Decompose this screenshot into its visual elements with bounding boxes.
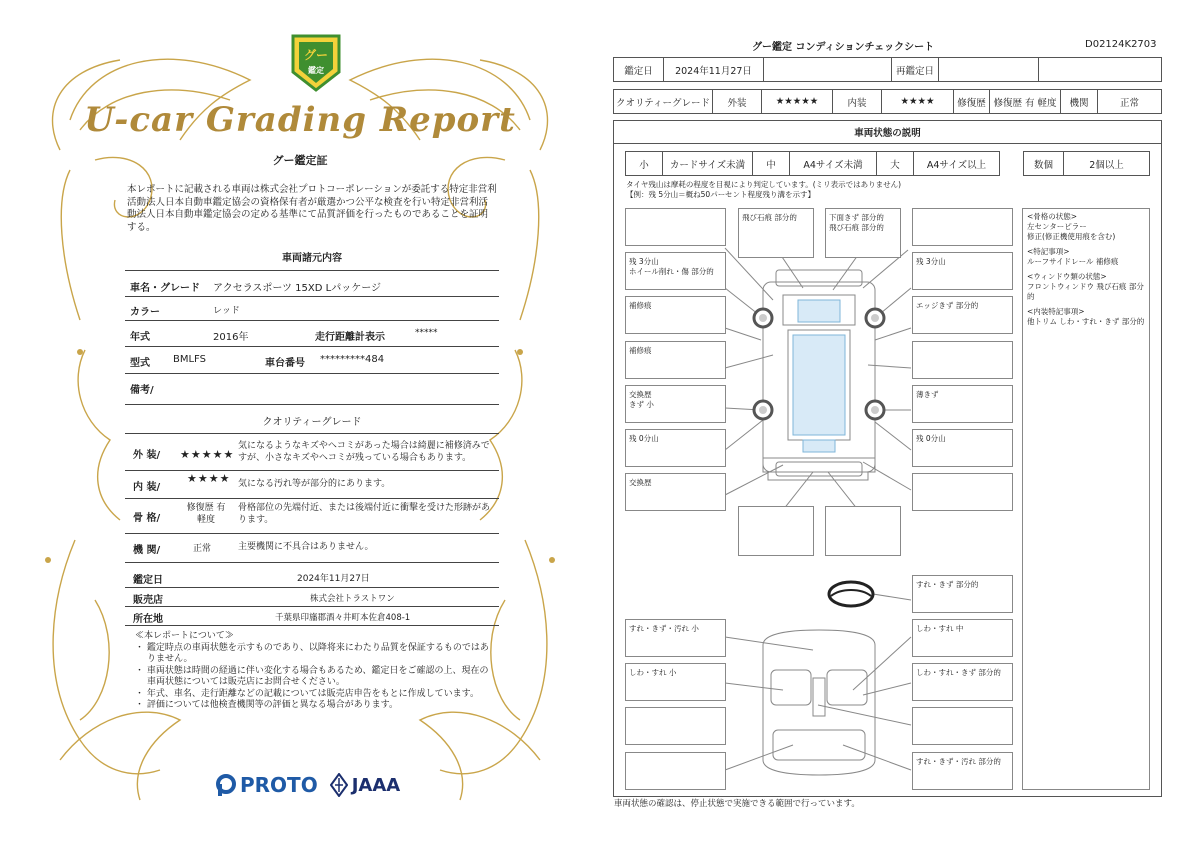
interior-desc: 気になる汚れ等が部分的にあります。 bbox=[238, 479, 391, 489]
blank-cell bbox=[764, 58, 892, 81]
condition-heading-bar bbox=[613, 120, 1162, 144]
sheet-date-label: 鑑定日 bbox=[614, 58, 664, 81]
point-box-left-7: 交換歴 bbox=[625, 473, 726, 511]
legend-mid-desc: A4サイズ未満 bbox=[790, 152, 877, 175]
point-box bbox=[625, 208, 726, 246]
point-box-right-3: エッジきず 部分的 bbox=[912, 296, 1013, 334]
remark-head: <内装特記事項> bbox=[1027, 307, 1085, 316]
engine-label: 機関 bbox=[1061, 90, 1098, 113]
address-value: 千葉県印旛郡酒々井町本佐倉408-1 bbox=[275, 613, 411, 623]
point-box-steering: すれ・きず 部分的 bbox=[912, 575, 1013, 613]
name-label: 車名・グレード bbox=[130, 283, 200, 294]
color-label: カラー bbox=[130, 307, 160, 318]
remark-line: 他トリム しわ・すれ・きず 部分的 bbox=[1027, 317, 1145, 326]
dealer-label: 販売店 bbox=[133, 595, 163, 606]
divider bbox=[125, 270, 499, 271]
remark-group bbox=[1027, 247, 1145, 267]
legend-small: 小 bbox=[626, 152, 663, 175]
vin-value: *********484 bbox=[320, 354, 385, 365]
remark-head: <骨格の状態> bbox=[1027, 212, 1078, 221]
tire-note: タイヤ残山は摩耗の程度を目視により判定しています。(ミリ表示ではありません) bbox=[626, 180, 902, 189]
model-value: BMLFS bbox=[173, 354, 206, 365]
point-box-int-left-2: しわ・すれ 小 bbox=[625, 663, 726, 701]
year-label: 年式 bbox=[130, 332, 150, 343]
divider bbox=[125, 296, 499, 297]
count-legend bbox=[1023, 151, 1150, 176]
legend-count-desc: 2個以上 bbox=[1089, 159, 1124, 171]
int-label: 内装 bbox=[833, 90, 882, 113]
ext-value: ★★★★★ bbox=[762, 90, 833, 113]
point-box-left-5: 交換歴 きず 小 bbox=[625, 385, 726, 423]
spec-heading: 車両諸元内容 bbox=[282, 253, 342, 264]
proto-logo-text: PROTO bbox=[240, 773, 318, 797]
remark-head: <特記事項> bbox=[1027, 247, 1070, 256]
exterior-label: 外 装/ bbox=[133, 450, 161, 461]
point-box-top-3: 下面きず 部分的 飛び石痕 部分的 bbox=[825, 208, 901, 258]
divider bbox=[125, 433, 499, 434]
remark-group bbox=[1027, 272, 1145, 302]
point-box-right-6: 残 0分山 bbox=[912, 429, 1013, 467]
grade-label: クオリティーグレード bbox=[614, 90, 713, 113]
repair-value: 修復歴 有 軽度 bbox=[990, 90, 1061, 113]
point-box bbox=[738, 506, 814, 556]
point-box-int-right-4: すれ・きず・汚れ 部分的 bbox=[912, 752, 1013, 790]
size-legend bbox=[625, 151, 1000, 176]
point-box-int-right-1: しわ・すれ 中 bbox=[912, 619, 1013, 657]
legend-large-desc: A4サイズ以上 bbox=[926, 159, 987, 171]
footer-logos bbox=[215, 770, 400, 800]
divider bbox=[125, 625, 499, 626]
engine-label: 機 関/ bbox=[133, 545, 161, 556]
jaaa-logo bbox=[330, 773, 401, 797]
divider bbox=[125, 373, 499, 374]
remark-group bbox=[1027, 212, 1145, 242]
re-date-label: 再鑑定日 bbox=[892, 58, 939, 81]
point-box bbox=[912, 473, 1013, 511]
divider bbox=[125, 498, 499, 499]
divider bbox=[125, 562, 499, 563]
badge-text-bottom: 鑑定 bbox=[308, 66, 324, 75]
ext-label: 外装 bbox=[713, 90, 762, 113]
grade-row-exterior bbox=[125, 440, 499, 470]
point-box-right-5: 薄きず bbox=[912, 385, 1013, 423]
point-box bbox=[625, 707, 726, 745]
color-value: レッド bbox=[213, 306, 240, 316]
jaaa-logo-text: JAAA bbox=[351, 774, 401, 796]
repair-label: 修復歴 bbox=[954, 90, 990, 113]
interior-label: 内 装/ bbox=[133, 482, 161, 493]
point-box-right-2: 残 3分山 bbox=[912, 252, 1013, 290]
point-box-int-right-2: しわ・すれ・きず 部分的 bbox=[912, 663, 1013, 701]
exterior-stars: ★★★★★ bbox=[180, 448, 235, 461]
exterior-desc: 気になるようなキズやヘコミがあった場合は綺麗に補修済みですが、小さなキズやヘコミが残っている場合もあります。 bbox=[238, 441, 490, 463]
proto-logo bbox=[215, 773, 318, 797]
remark-head: <ウィンドウ類の状態> bbox=[1027, 272, 1107, 281]
divider bbox=[125, 404, 499, 405]
grade-heading: クオリティーグレード bbox=[262, 417, 362, 428]
frame-value: 修復歴 有 軽度 bbox=[186, 503, 226, 525]
notes-title: ≪本レポートについて≫ bbox=[135, 631, 234, 641]
point-box bbox=[912, 208, 1013, 246]
sheet-title: グー鑑定 コンディションチェックシート bbox=[752, 42, 935, 53]
divider bbox=[125, 587, 499, 588]
re-date-value bbox=[939, 58, 1039, 81]
int-value: ★★★★ bbox=[882, 90, 954, 113]
model-label: 型式 bbox=[130, 358, 150, 369]
sheet-footnote: 車両状態の確認は、停止状態で実施できる範囲で行っています。 bbox=[614, 799, 860, 809]
legend-mid: 中 bbox=[753, 152, 790, 175]
proto-mark-icon bbox=[215, 773, 237, 797]
point-box-left-2: 残 3分山 ホイール削れ・傷 部分的 bbox=[625, 252, 726, 290]
special-remarks bbox=[1022, 208, 1150, 790]
point-box bbox=[625, 752, 726, 790]
note-item: ・ 評価については他検査機関等の評価と異なる場合があります。 bbox=[135, 700, 398, 710]
note-item: ・ 年式、車名、走行距離などの記載については販売店申告をもとに作成しています。 bbox=[135, 688, 479, 699]
legend-count: 数個 bbox=[1024, 152, 1064, 175]
mileage-label: 走行距離計表示 bbox=[315, 332, 385, 343]
vin-label: 車台番号 bbox=[265, 358, 305, 369]
name-value: アクセラスポーツ 15XD Lパッケージ bbox=[213, 283, 382, 294]
address-label: 所在地 bbox=[133, 614, 163, 625]
remarks-label: 備考/ bbox=[130, 385, 154, 396]
tire-example: 【例：残 5分山＝概ね50パーセント程度残り溝を示す】 bbox=[626, 190, 816, 199]
script-title: U-car Grading Report bbox=[84, 100, 516, 140]
jaaa-mark-icon bbox=[330, 773, 348, 797]
point-box-left-6: 残 0分山 bbox=[625, 429, 726, 467]
frame-desc: 骨格部位の先端付近、または後端付近に衝撃を受けた形跡があります。 bbox=[238, 503, 491, 525]
grade-row bbox=[613, 89, 1162, 114]
legend-large: 大 bbox=[877, 152, 914, 175]
intro-text: 本レポートに記載される車両は株式会社プロトコーポレーションが委託する特定非営利活動法人日本自動車鑑定協会の資格保有者が厳選かつ公平な検査を行い特定非営利活動法人日本自動車鑑定協会の定める基準にて品質評価を行ったものであることを証明する。 bbox=[127, 184, 497, 233]
appraisal-date-value: 2024年11月27日 bbox=[297, 574, 370, 584]
engine-value: 正常 bbox=[193, 544, 212, 554]
document-id: D02124K2703 bbox=[1085, 39, 1157, 50]
remark-line: フロントウィンドウ 飛び石痕 部分的 bbox=[1027, 282, 1144, 301]
point-box-left-4: 補修痕 bbox=[625, 341, 726, 379]
divider bbox=[125, 320, 499, 321]
appraisal-date-label: 鑑定日 bbox=[133, 575, 163, 586]
divider bbox=[125, 346, 499, 347]
condition-heading: 車両状態の説明 bbox=[854, 128, 921, 139]
sheet-date-value: 2024年11月27日 bbox=[664, 58, 764, 81]
grade-row-interior bbox=[125, 473, 499, 497]
frame-label: 骨 格/ bbox=[133, 513, 161, 524]
badge-text-top: グー bbox=[303, 48, 329, 62]
engine-desc: 主要機関に不具合はありません。 bbox=[238, 542, 374, 552]
divider bbox=[125, 606, 499, 607]
note-item: ・ 鑑定時点の車両状態を示すものであり、以降将来にわたり品質を保証するものではありません。 bbox=[135, 642, 489, 664]
point-box-top-2: 飛び石痕 部分的 bbox=[738, 208, 814, 258]
divider bbox=[125, 470, 499, 471]
steering-wheel-icon bbox=[829, 582, 873, 606]
dealer-value: 株式会社トラストワン bbox=[310, 594, 395, 604]
remark-group bbox=[1027, 307, 1145, 327]
date-row bbox=[613, 57, 1162, 82]
point-box-int-left-1: すれ・きず・汚れ 小 bbox=[625, 619, 726, 657]
point-box-left-3: 補修痕 bbox=[625, 296, 726, 334]
report-notes bbox=[135, 631, 495, 712]
goo-appraisal-badge-icon bbox=[289, 32, 343, 94]
point-box bbox=[912, 341, 1013, 379]
blank-cell bbox=[1039, 58, 1161, 81]
remark-line: 左センターピラー bbox=[1027, 222, 1087, 231]
note-item: ・ 車両状態は時間の経過に伴い変化する場合もあるため、鑑定日をご確認の上、現在の車両状態については販売店にお問合せください。 bbox=[135, 665, 489, 687]
grade-row-frame bbox=[125, 502, 499, 530]
divider bbox=[125, 533, 499, 534]
engine-value: 正常 bbox=[1119, 97, 1139, 109]
point-box bbox=[912, 707, 1013, 745]
certificate-title: グー鑑定証 bbox=[272, 154, 328, 167]
mileage-value: ***** bbox=[415, 328, 438, 338]
year-value: 2016年 bbox=[213, 332, 249, 343]
legend-small-desc: カードサイズ未満 bbox=[663, 152, 753, 175]
remark-line: 修正(修正機使用痕を含む) bbox=[1027, 232, 1116, 241]
remark-line: ルーフサイドレール 補修痕 bbox=[1027, 257, 1119, 266]
point-box bbox=[825, 506, 901, 556]
interior-stars: ★★★★ bbox=[187, 472, 231, 485]
